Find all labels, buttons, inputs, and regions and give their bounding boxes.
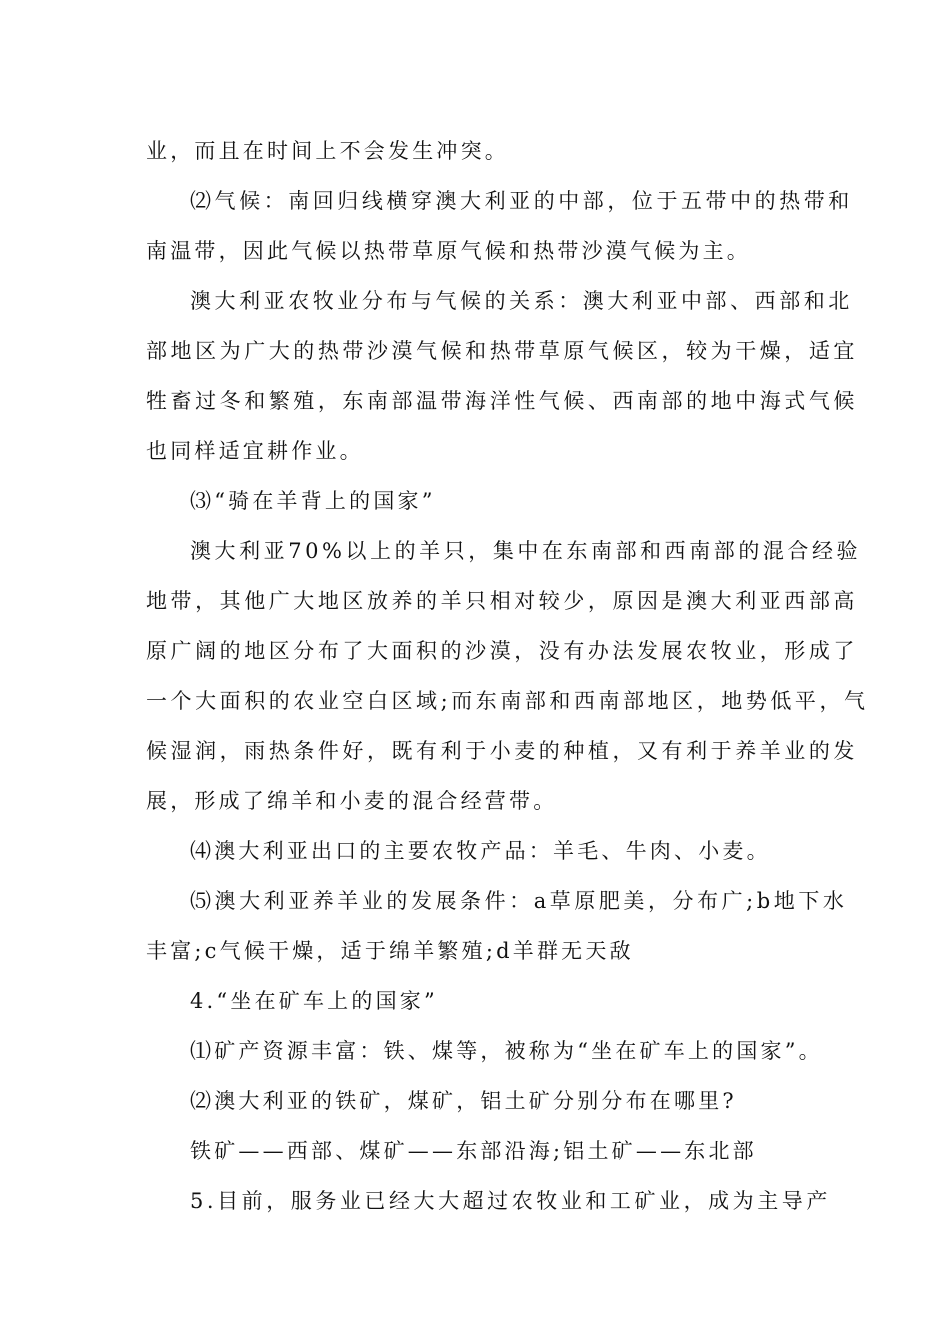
text-line: 部地区为广大的热带沙漠气候和热带草原气候区，较为干燥，适宜 xyxy=(146,339,858,363)
text-line: ⑵气候：南回归线横穿澳大利亚的中部，位于五带中的热带和 xyxy=(190,189,853,213)
text-line: 丰富;c气候干燥，适于绵羊繁殖;d羊群无天敌 xyxy=(146,939,634,963)
text-line: 澳大利亚70%以上的羊只，集中在东南部和西南部的混合经验 xyxy=(190,539,862,563)
text-line: 业，而且在时间上不会发生冲突。 xyxy=(146,139,509,163)
text-line: 展，形成了绵羊和小麦的混合经营带。 xyxy=(146,789,558,813)
text-line: 铁矿——西部、煤矿——东部沿海;铝土矿——东北部 xyxy=(190,1139,757,1163)
section-heading: 4.“坐在矿车上的国家” xyxy=(190,989,438,1013)
text-line: ⑶“骑在羊背上的国家” xyxy=(190,489,436,513)
text-line: 也同样适宜耕作业。 xyxy=(146,439,364,463)
text-line: 牲畜过冬和繁殖，东南部温带海洋性气候、西南部的地中海式气候 xyxy=(146,389,858,413)
text-line: ⑵澳大利亚的铁矿，煤矿，铝土矿分别分布在哪里? xyxy=(190,1089,737,1113)
text-line: 5.目前，服务业已经大大超过农牧业和工矿业，成为主导产 xyxy=(190,1189,831,1213)
text-line: ⑷澳大利亚出口的主要农牧产品：羊毛、牛肉、小麦。 xyxy=(190,839,771,863)
text-line: 原广阔的地区分布了大面积的沙漠，没有办法发展农牧业，形成了 xyxy=(146,639,858,663)
text-line: ⑴矿产资源丰富：铁、煤等，被称为“坐在矿车上的国家”。 xyxy=(190,1039,823,1063)
text-line: ⑸澳大利亚养羊业的发展条件：a草原肥美，分布广;b地下水 xyxy=(190,889,848,913)
text-line: 澳大利亚农牧业分布与气候的关系：澳大利亚中部、西部和北 xyxy=(190,289,853,313)
text-line: 一个大面积的农业空白区域;而东南部和西南部地区，地势低平，气 xyxy=(146,689,869,713)
text-line: 南温带，因此气候以热带草原气候和热带沙漠气候为主。 xyxy=(146,239,751,263)
text-line: 候湿润，雨热条件好，既有利于小麦的种植，又有利于养羊业的发 xyxy=(146,739,858,763)
text-line: 地带，其他广大地区放养的羊只相对较少，原因是澳大利亚西部高 xyxy=(146,589,858,613)
